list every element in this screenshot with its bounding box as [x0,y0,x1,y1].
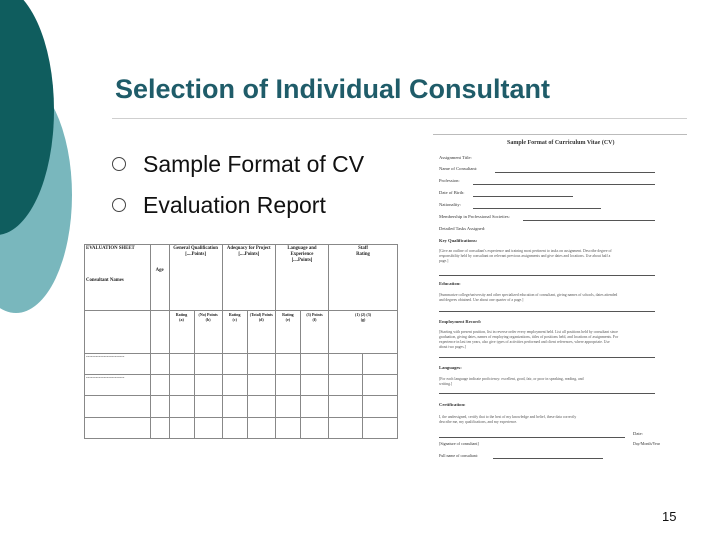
eval-sub-code: (e) [285,316,291,322]
eval-cell [275,417,300,438]
eval-header-label: Staff [358,246,368,251]
cv-field: Assignment Title: [439,155,472,160]
eval-cell [275,353,300,374]
eval-cell [169,396,194,417]
eval-header-cell [275,245,328,311]
eval-cell [150,374,169,395]
consultant-placeholder: ------------------------ [86,354,125,360]
cv-paragraph-line: writing.] [439,382,453,386]
eval-cell [222,374,247,395]
cv-field: Date of Birth: [439,190,465,195]
eval-sub-code: (b) [205,316,211,322]
eval-cell [85,396,151,417]
eval-consultant-cell [85,353,151,374]
cv-paragraph-line: experience in last ten years, also give types of activities performed and client references, where appropriate. Use [439,340,610,344]
cv-paragraph-line: [Summarize college/university and other specialized education of consultant, giving names of schools, dates attended [439,293,618,297]
cv-section-heading: Key Qualifications: [439,238,478,243]
eval-sub-code: (d) [258,316,264,322]
eval-cell [300,374,328,395]
eval-cell [150,396,169,417]
cv-field: Name of Consultant: [439,166,478,171]
decorative-shapes [0,0,90,320]
cv-field-line [495,172,655,173]
eval-sub-header [247,310,275,353]
eval-sub-header [169,310,194,353]
eval-consultant-cell [85,374,151,395]
eval-sheet-title: EVALUATION SHEET [86,246,135,251]
eval-sub-header-text: Rating [282,311,294,317]
eval-header-cell [169,245,222,311]
bullet-item [112,150,364,178]
bullet-list [112,150,364,232]
eval-cell [363,396,398,417]
eval-sub-code: (f) [312,316,317,322]
eval-cell [247,374,275,395]
cv-field-line [473,184,655,185]
bullet-item [112,191,364,219]
cv-signature-label: [Signature of consultant] [439,441,479,446]
eval-cell [247,353,275,374]
eval-cell [329,417,363,438]
bullet-ring-icon [112,157,126,171]
cv-field: Nationality: [439,202,461,207]
eval-sub-code: (a) [179,316,184,322]
cv-field-line [473,208,601,209]
eval-cell [275,374,300,395]
eval-cell [194,396,222,417]
eval-sub-code: (g) [360,316,366,322]
cv-field: Detailed Tasks Assigned: [439,226,486,231]
eval-sub-header-text: (Total) Points [249,311,273,317]
eval-cell [247,396,275,417]
cv-paragraph-line: [Give an outline of consultant's experience and training most pertinent to tasks on assignment. Describe degree of [439,249,612,253]
cv-section-heading: Education: [439,281,461,286]
eval-cell [150,417,169,438]
eval-cell [169,417,194,438]
evaluation-table [84,244,398,439]
cv-field-line [493,458,603,459]
cv-paragraph-line: [Starting with present position, list in reverse order every employment held. List all positions held by consultant since [439,330,618,334]
eval-cell [150,353,169,374]
eval-sub-header-text: Rating [175,311,188,317]
eval-cell [363,417,398,438]
cv-paragraph-line: describe me, my qualifications, and my experience. [439,420,518,424]
eval-cell [329,353,363,374]
eval-cell [300,353,328,374]
eval-points-label: [....Points] [291,258,313,263]
eval-cell [85,417,151,438]
cv-paragraph-line: about two pages.] [439,345,466,349]
eval-cell [222,396,247,417]
cv-field-line [523,220,655,221]
eval-cell [194,374,222,395]
cv-signature-line [439,437,625,438]
cv-section-heading: Certification: [439,402,466,407]
cv-date-label: Date: [633,431,643,436]
eval-sub-header-text: (1) (2) (3) [355,311,372,317]
bullet-text: Evaluation Report [143,191,326,218]
eval-cell [329,396,363,417]
title-divider [112,118,687,119]
eval-cell [300,396,328,417]
eval-cell [169,374,194,395]
eval-cell [300,417,328,438]
slide-title: Selection of Individual Consultant [115,74,551,104]
cv-section-heading: Employment Record: [439,319,482,324]
consultant-placeholder: ------------------------ [86,375,125,381]
cv-divider [439,311,655,312]
eval-sub-header-text: Rating [228,311,241,317]
cv-divider [439,357,655,358]
eval-header-label: Adequacy for Project [226,246,271,251]
eval-cell [222,353,247,374]
eval-header-cell [150,245,169,311]
age-label: Age [155,268,164,273]
eval-cell [247,417,275,438]
eval-points-label: [....Points] [185,252,206,257]
cv-paragraph-line: and degrees obtained. Use about one quarter of a page.] [439,298,524,302]
cv-field-line [473,196,573,197]
cv-divider [439,393,655,394]
eval-sub-header-text: (No) Points [198,311,218,317]
eval-cell [275,396,300,417]
eval-sub-header [222,310,247,353]
bullet-text: Sample Format of CV [143,150,365,177]
page-number: 15 [662,509,677,524]
evaluation-sheet [84,244,398,439]
cv-paragraph-line: graduation, giving dates, names of employing organizations, titles of positions held, and locations of assignments. For [439,335,619,339]
cv-paragraph-line: responsibility held by consultant on relevant previous assignments and give dates and locations. Use about half a [439,254,611,258]
cv-sample-document [433,134,687,465]
eval-cell [194,417,222,438]
eval-cell [169,353,194,374]
cv-paragraph-line: I, the undersigned, certify that to the best of my knowledge and belief, these data correctly [439,415,577,419]
cv-field: Membership in Professional Societies: [439,214,510,219]
consultant-names-label: Consultant Names [86,278,124,283]
eval-cell [363,353,398,374]
eval-sub-header-text: (3) Points [306,311,323,317]
cv-signature-date: Day/Month/Year [633,441,660,446]
eval-cell [222,417,247,438]
cv-field: Profession: [439,178,460,183]
eval-sub-header [329,310,398,353]
cv-full-name-label: Full name of consultant: [439,453,478,458]
cv-paragraph-line: [For each language indicate proficiency: excellent, good, fair, or poor in speaking, reading, and [439,377,584,381]
eval-header-cell [222,245,275,311]
eval-sub-header [275,310,300,353]
eval-cell [329,374,363,395]
cv-section-heading: Languages: [439,365,462,370]
eval-rating-label: Rating [356,252,370,257]
eval-cell [150,310,169,353]
eval-cell [194,353,222,374]
eval-header-cell [85,245,151,311]
eval-cell [363,374,398,395]
eval-sub-code: (c) [232,316,237,322]
eval-header-cell [329,245,398,311]
eval-header-label: General Qualification [173,246,218,251]
eval-sub-header [194,310,222,353]
eval-points-label: [....Points] [238,252,260,257]
eval-header-label: Language and Experience [287,246,317,257]
bullet-ring-icon [112,198,126,212]
eval-sub-header [300,310,328,353]
eval-cell [85,310,151,353]
cv-divider [439,275,655,276]
cv-title: Sample Format of Curriculum Vitae (CV) [507,140,615,146]
cv-paragraph-line: page.] [439,259,449,263]
